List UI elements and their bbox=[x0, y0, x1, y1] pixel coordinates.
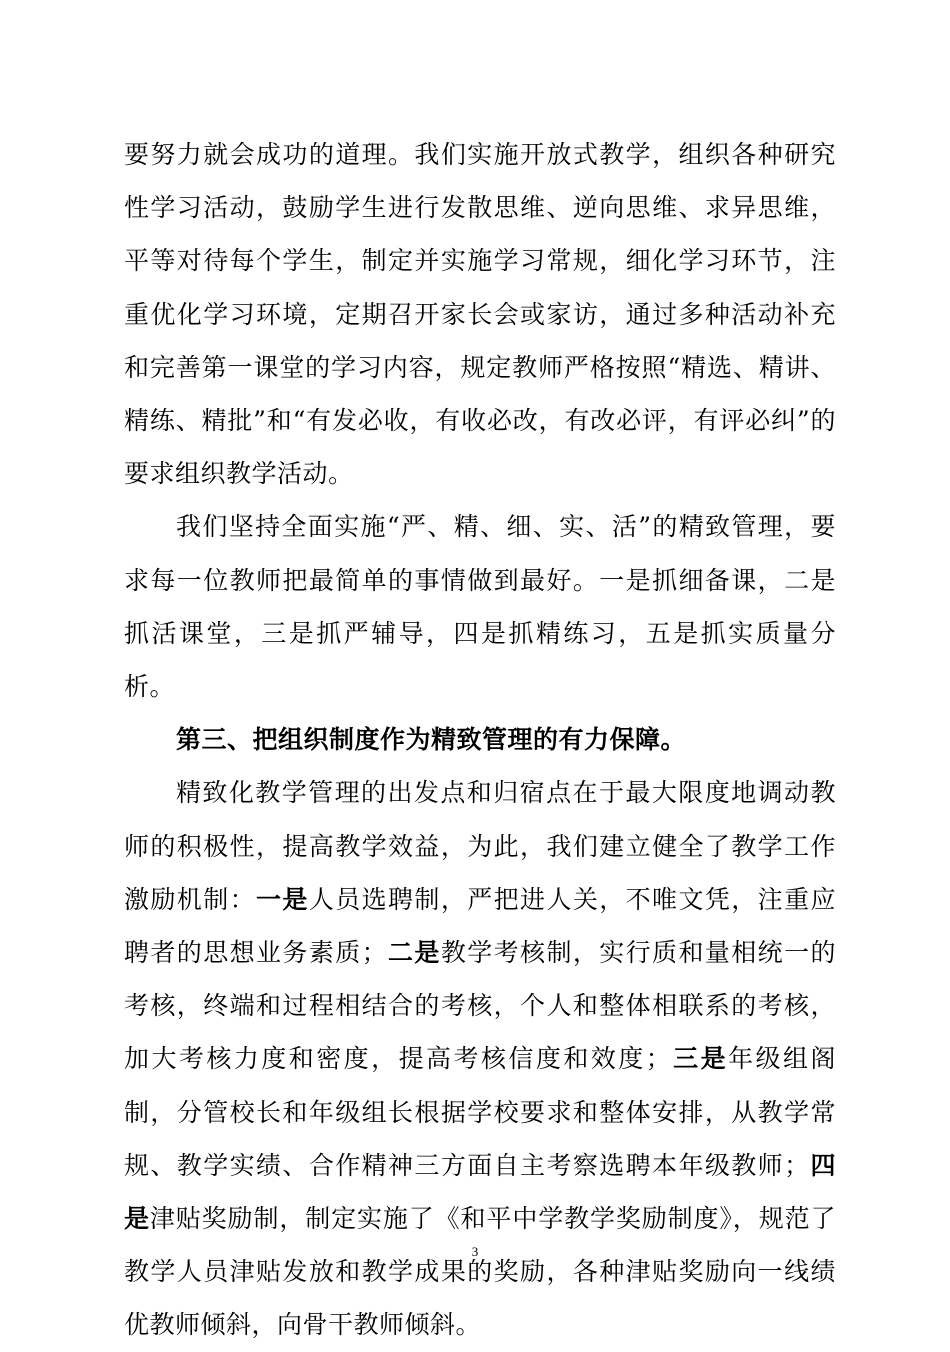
item-text-3: 年级组阁制，分管校长和年级组长根据学校要求和整体安排，从教学常规、教学实绩、合作精神三方面自主考察选聘本年级教师； bbox=[124, 1044, 836, 1180]
paragraph-management: 我们坚持全面实施“严、精、细、实、活”的精致管理，要求每一位教师把最简单的事情做到最好。一是抓细备课，二是抓活课堂，三是抓严辅导，四是抓精练习，五是抓实质量分析。 bbox=[124, 512, 836, 702]
page-number: 3 bbox=[471, 1244, 479, 1259]
item-label-4: 四是 bbox=[124, 1150, 836, 1234]
item-label-1: 一是 bbox=[256, 884, 309, 914]
paragraph-incentive-mechanism bbox=[124, 766, 836, 1351]
incentive-intro: 精致化教学管理的出发点和归宿点在于最大限度地调动教师的积极性，提高教学效益，为此，我们建立健全了教学工作激励机制： bbox=[124, 778, 836, 914]
document-body bbox=[124, 128, 836, 1352]
item-text-2: 教学考核制，实行质和量相统一的考核，终端和过程相结合的考核，个人和整体相联系的考核，加大考核力度和密度，提高考核信度和效度； bbox=[124, 938, 836, 1074]
paragraph-continuation: 要努力就会成功的道理。我们实施开放式教学，组织各种研究性学习活动，鼓励学生进行发散思维、逆向思维、求异思维，平等对待每个学生，制定并实施学习常规，细化学习环节，注重优化学习环境，定期召开家长会或家访，通过多种活动补充和完善第一课堂的学习内容，规定教师严格按照“精选、精讲、精练、精批”和“有发必收，有收必改，有改必评，有评必纠”的要求组织教学活动。 bbox=[124, 140, 836, 489]
section-heading: 第三、把组织制度作为精致管理的有力保障。 bbox=[176, 725, 687, 755]
item-text-1: 人员选聘制，严把进人关，不唯文凭，注重应聘者的思想业务素质； bbox=[124, 884, 836, 968]
item-text-4: 津贴奖励制，制定实施了《和平中学教学奖励制度》，规范了教学人员津贴发放和教学成果的奖励，各种津贴奖励向一线绩优教师倾斜，向骨干教师倾斜。 bbox=[124, 1204, 836, 1340]
item-label-2: 二是 bbox=[387, 938, 441, 968]
item-label-3: 三是 bbox=[671, 1044, 729, 1074]
